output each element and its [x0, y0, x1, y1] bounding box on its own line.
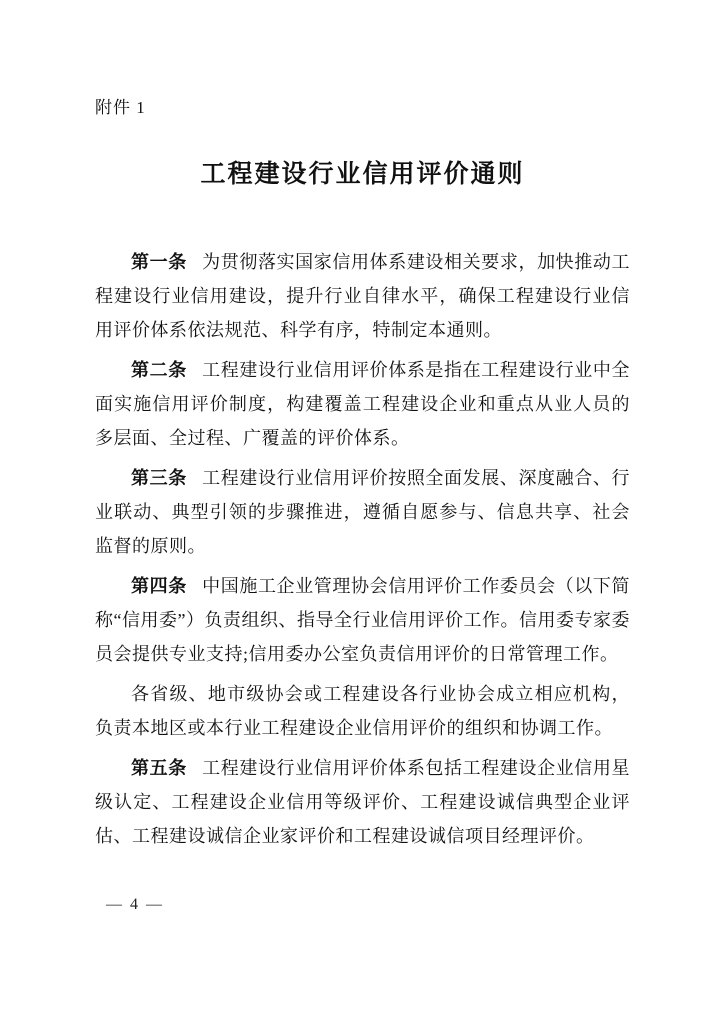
paragraph	[95, 353, 630, 455]
attachment-label: 附件 1	[95, 98, 146, 117]
paragraph-lead: 第二条	[131, 360, 187, 380]
paragraph-text: 为贯彻落实国家信用体系建设相关要求，加快推动工程建设行业信用建设，提升行业自律水平，确保工程建设行业信用评价体系依法规范、科学有序，特制定本通则。	[95, 252, 631, 340]
paragraph	[95, 751, 630, 853]
paragraph	[95, 461, 630, 563]
paragraph	[95, 677, 630, 745]
document-body	[95, 245, 630, 853]
paragraph-text: 各省级、地市级协会或工程建设各行业协会成立相应机构，负责本地区或本行业工程建设企业信用评价的组织和协调工作。	[95, 684, 630, 738]
document-title: 工程建设行业信用评价通则	[200, 161, 525, 188]
paragraph-lead: 第五条	[131, 758, 187, 778]
paragraph-lead: 第三条	[131, 468, 187, 488]
paragraph-text: 中国施工企业管理协会信用评价工作委员会（以下简称“信用委”）负责组织、指导全行业信用评价工作。信用委专家委员会提供专业支持;信用委办公室负责信用评价的日常管理工作。	[95, 576, 631, 664]
paragraph-lead: 第一条	[131, 252, 187, 272]
paragraph-text: 工程建设行业信用评价按照全面发展、深度融合、行业联动、典型引领的步骤推进，遵循自愿参与、信息共享、社会监督的原则。	[95, 468, 631, 556]
paragraph-text: 工程建设行业信用评价体系包括工程建设企业信用星级认定、工程建设企业信用等级评价、工程建设诚信典型企业评估、工程建设诚信企业家评价和工程建设诚信项目经理评价。	[95, 758, 631, 846]
paragraph-lead: 第四条	[131, 576, 187, 596]
paragraph	[95, 569, 630, 671]
page-number: — 4 —	[106, 896, 164, 913]
paragraph-text: 工程建设行业信用评价体系是指在工程建设行业中全面实施信用评价制度，构建覆盖工程建设企业和重点从业人员的多层面、全过程、广覆盖的评价体系。	[95, 360, 631, 448]
paragraph	[95, 245, 630, 347]
